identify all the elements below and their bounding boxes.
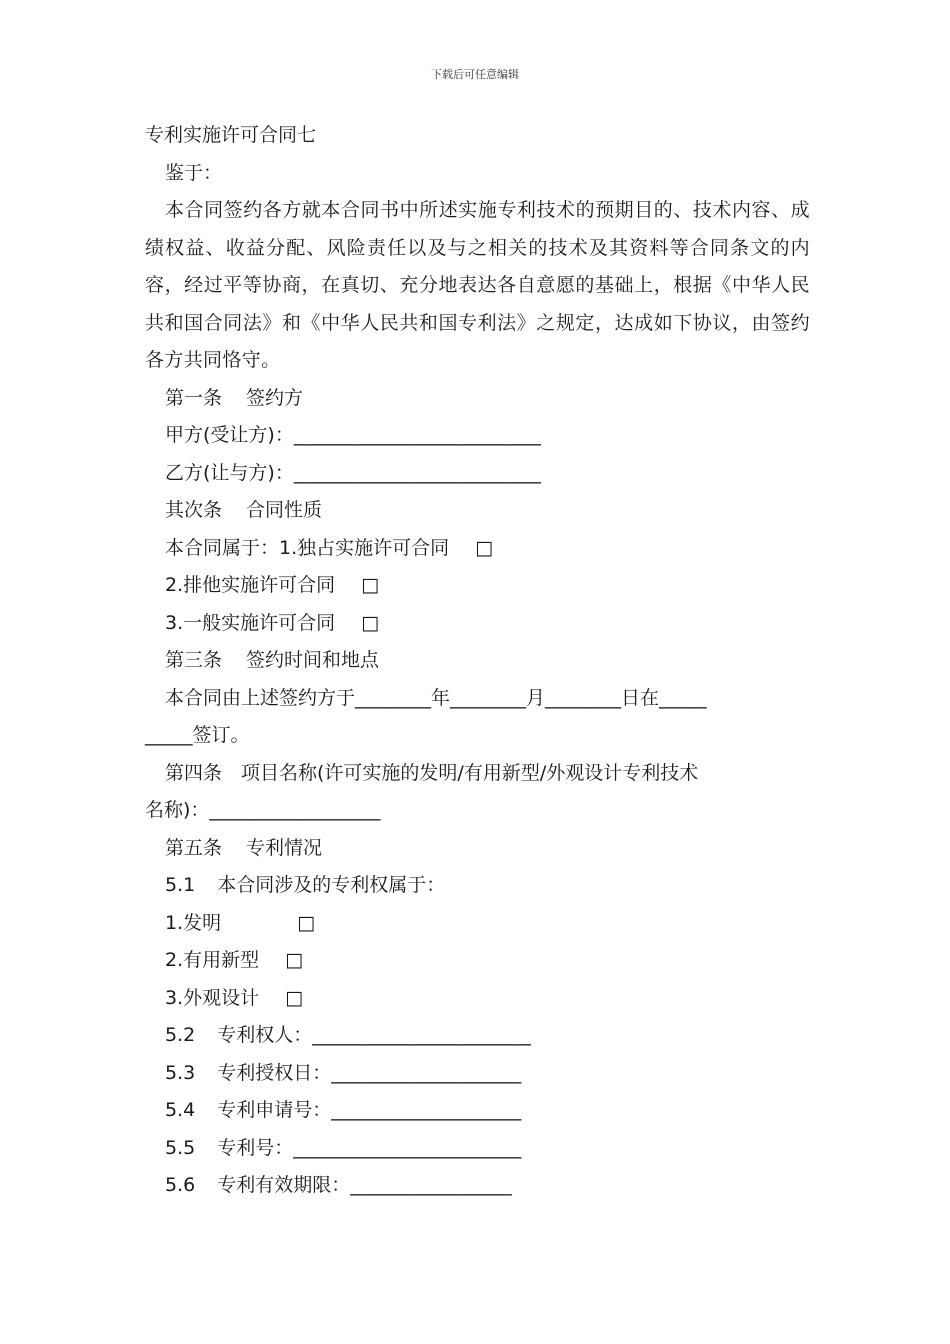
section-5-3 — [145, 1055, 810, 1093]
option-2-label: 2.排他实施许可合同 — [165, 574, 336, 596]
section-5-6-number: 5.6 — [165, 1174, 196, 1196]
section-5-5-number: 5.5 — [165, 1136, 196, 1159]
section-5-2-number: 5.2 — [165, 1024, 196, 1046]
section-5-4-number: 5.4 — [165, 1099, 196, 1121]
page-header-note: 下载后可任意编辑 — [431, 68, 519, 81]
article-4-line-2: 名称)：__________________ — [145, 799, 381, 821]
type-1-label: 1.发明 — [165, 911, 222, 934]
whereas-label: 鉴于： — [165, 161, 223, 184]
party-a-field: 甲方(受让方)：__________________________ — [165, 424, 541, 446]
checkbox-utility-model[interactable]: □ — [285, 949, 304, 971]
nature-option-sole — [145, 567, 810, 605]
checkbox-exclusive[interactable]: □ — [475, 536, 494, 559]
document-body — [145, 117, 810, 1205]
nature-option-general — [145, 605, 810, 643]
article-3-heading — [145, 642, 810, 680]
checkbox-design[interactable]: □ — [285, 986, 304, 1009]
article-5-number: 第五条 — [165, 836, 223, 859]
article-1-title: 签约方 — [246, 386, 304, 409]
article-2-heading — [145, 492, 810, 530]
checkbox-general[interactable]: □ — [361, 611, 380, 634]
section-5-1 — [145, 867, 810, 905]
grant-date-field: 专利授权日：____________________ — [217, 1061, 522, 1084]
patent-number-field: 专利号：________________________ — [217, 1136, 522, 1159]
section-5-3-number: 5.3 — [165, 1061, 196, 1084]
signing-date-line-2: _____签订。 — [145, 724, 250, 746]
preamble-paragraph: 本合同签约各方就本合同书中所述实施专利技术的预期目的、技术内容、成绩权益、收益分配、风险责任以及与之相关的技术及其资料等合同条文的内容，经过平等协商，在真切、充分地表达各自意愿的基础上，根据《中华人民共和国合同法》和《中华人民共和国专利法》之规定，达成如下协议，由签约各方共同恪守。 — [145, 199, 810, 371]
checkbox-invention[interactable]: □ — [297, 911, 316, 934]
section-5-1-text: 本合同涉及的专利权属于： — [217, 874, 446, 896]
article-5-heading — [145, 830, 810, 868]
section-5-4 — [145, 1092, 810, 1130]
validity-period-field: 专利有效期限：_________________ — [217, 1174, 512, 1196]
type-3-label: 3.外观设计 — [165, 986, 260, 1009]
nature-label: 本合同属于：1.独占实施许可合同 — [165, 536, 450, 559]
checkbox-sole[interactable]: □ — [361, 574, 380, 596]
article-1-number: 第一条 — [165, 386, 223, 409]
article-2-number: 其次条 — [165, 499, 223, 521]
patent-type-invention — [145, 905, 810, 943]
section-5-5 — [145, 1130, 810, 1168]
section-5-1-number: 5.1 — [165, 874, 196, 896]
patent-type-utility-model — [145, 942, 810, 980]
signing-date-line-1: 本合同由上述签约方于________年________月________日在_____ — [165, 686, 707, 709]
nature-option-exclusive — [145, 530, 810, 568]
patentee-field: 专利权人：_______________________ — [217, 1024, 531, 1046]
document-title: 专利实施许可合同七 — [145, 124, 317, 146]
option-3-label: 3.一般实施许可合同 — [165, 611, 336, 634]
application-number-field: 专利申请号：____________________ — [217, 1099, 522, 1121]
patent-type-design — [145, 980, 810, 1018]
article-3-title: 签约时间和地点 — [246, 649, 380, 671]
section-5-6 — [145, 1167, 810, 1205]
article-2-title: 合同性质 — [246, 499, 323, 521]
section-5-2 — [145, 1017, 810, 1055]
article-1-heading — [145, 380, 810, 418]
party-b-field: 乙方(让与方)：__________________________ — [165, 461, 541, 484]
article-5-title: 专利情况 — [246, 836, 323, 859]
article-4-line-1: 第四条 项目名称(许可实施的发明/有用新型/外观设计专利技术 — [165, 761, 699, 784]
article-3-number: 第三条 — [165, 649, 223, 671]
type-2-label: 2.有用新型 — [165, 949, 260, 971]
